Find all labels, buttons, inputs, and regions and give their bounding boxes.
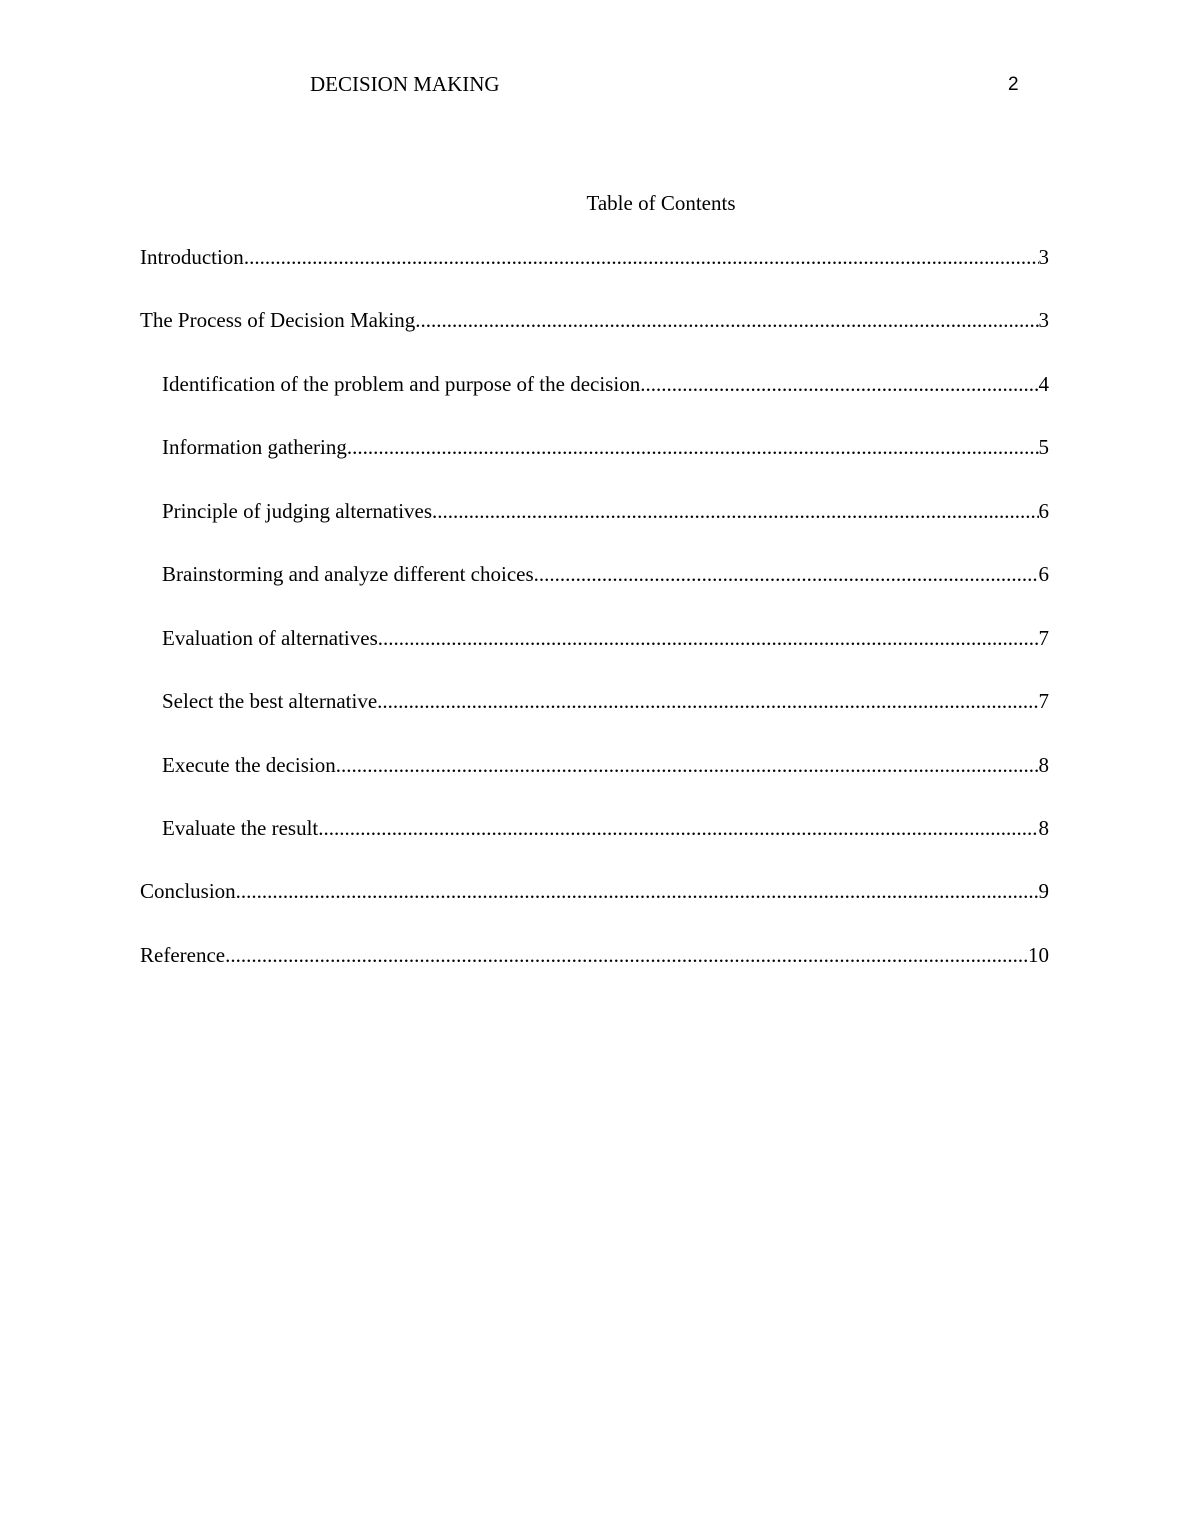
toc-entry-page: 3 bbox=[1038, 308, 1049, 333]
toc-entry-evaluate-result[interactable] bbox=[140, 814, 1049, 877]
dot-leader bbox=[225, 941, 1028, 969]
dot-leader bbox=[415, 306, 1038, 334]
toc-entry-label: Select the best alternative bbox=[162, 689, 378, 714]
dot-leader bbox=[347, 433, 1039, 461]
toc-entry-brainstorming[interactable] bbox=[140, 560, 1049, 623]
toc-entry-label: Reference bbox=[140, 942, 226, 967]
toc-entry-page: 5 bbox=[1038, 435, 1049, 460]
dot-leader bbox=[244, 243, 1039, 271]
dot-leader bbox=[377, 687, 1038, 715]
toc-entry-label: Principle of judging alternatives bbox=[162, 498, 433, 523]
dot-leader bbox=[640, 370, 1038, 398]
toc-entry-page: 3 bbox=[1038, 245, 1049, 269]
toc-entry-label: Identification of the problem and purpose of the decision bbox=[162, 371, 641, 396]
toc-entry-page: 7 bbox=[1038, 689, 1049, 714]
running-head: DECISION MAKING bbox=[310, 72, 500, 96]
toc-entry-page: 6 bbox=[1038, 498, 1049, 523]
toc-entry-principle-of-judging[interactable] bbox=[140, 497, 1049, 560]
toc-entry-identification-of-problem[interactable] bbox=[140, 370, 1049, 433]
toc-entry-label: Execute the decision bbox=[162, 752, 336, 777]
toc-entry-page: 8 bbox=[1038, 752, 1049, 777]
toc-entry-label: Brainstorming and analyze different choices bbox=[162, 562, 534, 587]
toc-entry-label: Information gathering bbox=[162, 435, 347, 460]
dot-leader bbox=[534, 560, 1039, 588]
toc-entry-page: 6 bbox=[1038, 562, 1049, 587]
toc-entry-select-best-alternative[interactable] bbox=[140, 687, 1049, 750]
toc-entry-page: 9 bbox=[1038, 879, 1049, 904]
toc-entry-label: The Process of Decision Making bbox=[140, 308, 416, 333]
dot-leader bbox=[336, 751, 1039, 779]
toc-entry-label: Conclusion bbox=[140, 879, 236, 904]
toc-entry-reference[interactable] bbox=[140, 941, 1049, 1004]
toc-entry-execute-decision[interactable] bbox=[140, 751, 1049, 814]
table-of-contents bbox=[140, 243, 1049, 1004]
toc-entry-introduction[interactable] bbox=[140, 243, 1049, 306]
toc-entry-conclusion[interactable] bbox=[140, 877, 1049, 940]
dot-leader bbox=[236, 877, 1039, 905]
toc-entry-label: Introduction bbox=[140, 245, 244, 269]
toc-entry-label: Evaluation of alternatives bbox=[162, 625, 378, 650]
toc-entry-process-of-decision-making[interactable] bbox=[140, 306, 1049, 369]
toc-entry-page: 7 bbox=[1038, 625, 1049, 650]
toc-entry-page: 10 bbox=[1028, 942, 1049, 967]
toc-entry-evaluation-of-alternatives[interactable] bbox=[140, 624, 1049, 687]
dot-leader bbox=[318, 814, 1038, 842]
toc-title: Table of Contents bbox=[586, 191, 736, 215]
toc-entry-page: 8 bbox=[1038, 815, 1049, 840]
page-number: 2 bbox=[1008, 74, 1019, 95]
dot-leader bbox=[432, 497, 1038, 525]
dot-leader bbox=[378, 624, 1039, 652]
toc-entry-page: 4 bbox=[1038, 371, 1049, 396]
toc-entry-information-gathering[interactable] bbox=[140, 433, 1049, 496]
toc-entry-label: Evaluate the result bbox=[162, 815, 319, 840]
